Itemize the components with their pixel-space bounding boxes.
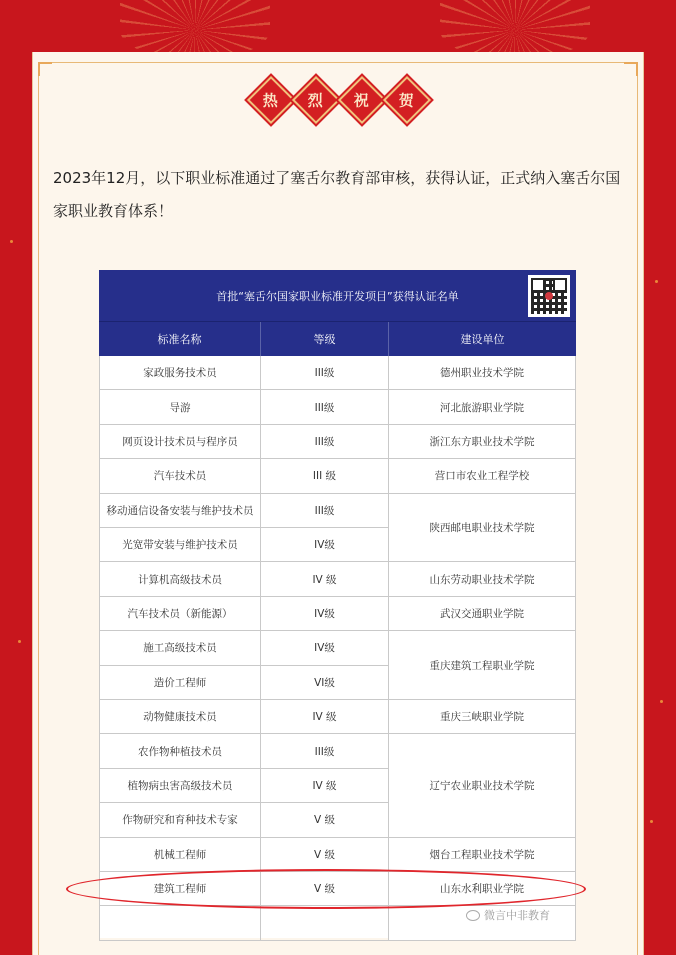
greeting-diamond: 贺 [383, 76, 431, 124]
cell-standard-name [99, 906, 261, 940]
cell-standard-name: 建筑工程师 [99, 872, 261, 906]
cell-unit: 山东水利职业学院 [389, 872, 576, 906]
highlight-circle [66, 869, 586, 909]
cell-unit: 浙江东方职业技术学院 [389, 425, 576, 459]
firework-decoration [120, 0, 270, 60]
spark-decoration [660, 700, 663, 703]
table-row [99, 838, 389, 872]
spark-decoration [650, 820, 653, 823]
cell-level: III级 [261, 356, 389, 390]
cell-unit: 山东劳动职业技术学院 [389, 562, 576, 596]
cell-level: VI级 [261, 666, 389, 700]
cell-unit: 德州职业技术学院 [389, 356, 576, 390]
cell-level: III级 [261, 734, 389, 768]
qr-code-icon [528, 275, 570, 317]
spark-decoration [18, 640, 21, 643]
cell-unit: 重庆建筑工程职业学院 [389, 631, 576, 700]
cell-level: III级 [261, 494, 389, 528]
cell-level: V 级 [261, 838, 389, 872]
table-title-bar [99, 270, 576, 322]
frame-corner-ornament [624, 62, 638, 76]
greeting-diamond: 祝 [338, 76, 386, 124]
spark-decoration [10, 240, 13, 243]
cell-standard-name: 施工高级技术员 [99, 631, 261, 665]
table-row [99, 356, 389, 390]
cell-level: III级 [261, 425, 389, 459]
cell-unit: 营口市农业工程学校 [389, 459, 576, 493]
watermark-text: 微言中非教育 [484, 909, 550, 922]
cell-standard-name: 网页设计技术员与程序员 [99, 425, 261, 459]
table-row [99, 803, 389, 837]
table-row [99, 494, 389, 528]
watermark [466, 907, 550, 923]
intro-paragraph: 2023年12月，以下职业标准通过了塞舌尔教育部审核，获得认证，正式纳入塞舌尔国家职业教育体系！ [53, 169, 621, 220]
greeting-diamond: 烈 [292, 76, 340, 124]
table-row [99, 425, 389, 459]
cell-standard-name: 移动通信设备安装与维护技术员 [99, 494, 261, 528]
cell-standard-name: 植物病虫害高级技术员 [99, 769, 261, 803]
cell-standard-name: 导游 [99, 390, 261, 424]
cell-standard-name: 造价工程师 [99, 666, 261, 700]
cell-standard-name: 动物健康技术员 [99, 700, 261, 734]
cell-level: III级 [261, 390, 389, 424]
cell-standard-name: 农作物种植技术员 [99, 734, 261, 768]
table-row [99, 906, 389, 940]
cell-unit: 重庆三峡职业学院 [389, 700, 576, 734]
cell-unit: 烟台工程职业技术学院 [389, 838, 576, 872]
cell-unit: 武汉交通职业学院 [389, 597, 576, 631]
table-header-row [99, 322, 576, 356]
cell-level [261, 906, 389, 940]
cell-standard-name: 作物研究和育种技术专家 [99, 803, 261, 837]
table-row [99, 769, 389, 803]
cell-level: V 级 [261, 803, 389, 837]
cell-level: IV 级 [261, 700, 389, 734]
cell-standard-name: 家政服务技术员 [99, 356, 261, 390]
cell-level: IV 级 [261, 562, 389, 596]
table-row [99, 666, 389, 700]
wechat-icon [466, 910, 480, 921]
firework-decoration [440, 0, 590, 60]
cell-unit: 河北旅游职业学院 [389, 390, 576, 424]
cell-standard-name: 汽车技术员 [99, 459, 261, 493]
table-row [99, 631, 389, 665]
greeting-diamond: 热 [247, 76, 295, 124]
cell-unit: 陕西邮电职业技术学院 [389, 494, 576, 563]
congratulations-banner [254, 76, 424, 124]
table-row [99, 700, 389, 734]
table-title: 首批“塞舌尔国家职业标准开发项目”获得认证名单 [216, 289, 459, 303]
cell-level: III 级 [261, 459, 389, 493]
cell-standard-name: 机械工程师 [99, 838, 261, 872]
header-standard-name: 标准名称 [99, 322, 261, 356]
header-level: 等级 [261, 322, 389, 356]
table-row [99, 734, 389, 768]
cell-standard-name: 光宽带安装与维护技术员 [99, 528, 261, 562]
header-unit: 建设单位 [460, 333, 505, 346]
cell-standard-name: 汽车技术员（新能源） [99, 597, 261, 631]
spark-decoration [655, 280, 658, 283]
cell-level: IV级 [261, 597, 389, 631]
certification-table [99, 270, 576, 938]
table-row [99, 562, 389, 596]
cell-level: V 级 [261, 872, 389, 906]
cell-unit: 辽宁农业职业技术学院 [389, 734, 576, 837]
table-row [99, 459, 389, 493]
cell-level: IV级 [261, 528, 389, 562]
table-row [99, 390, 389, 424]
table-row [99, 528, 389, 562]
frame-corner-ornament [38, 62, 52, 76]
cell-level: IV 级 [261, 769, 389, 803]
cell-standard-name: 计算机高级技术员 [99, 562, 261, 596]
cell-level: IV级 [261, 631, 389, 665]
table-row [99, 597, 389, 631]
